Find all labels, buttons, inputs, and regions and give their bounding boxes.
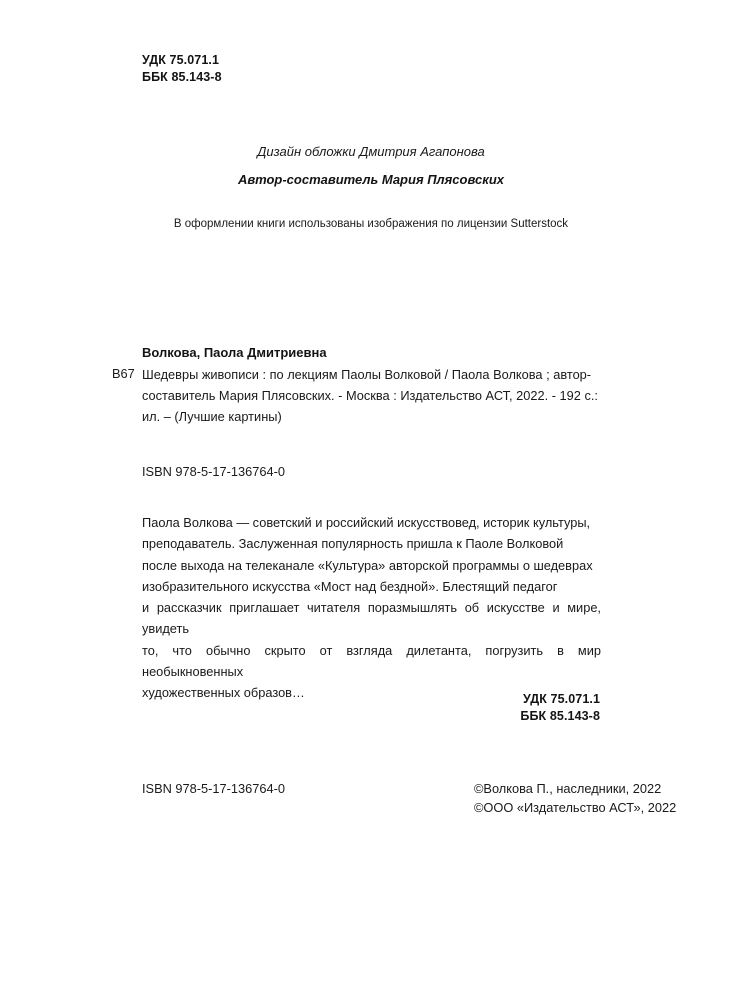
book-annotation [142, 512, 601, 704]
bibliographic-record [142, 342, 600, 427]
annotation-line: художественных образов… [142, 685, 305, 701]
udk-code-bottom: УДК 75.071.1 [522, 692, 600, 706]
udk-code-top: УДК 75.071.1 [142, 53, 220, 67]
annotation-line: преподаватель. Заслуженная популярность пришла к Паоле Волковой [142, 536, 564, 552]
classification-codes-bottom [300, 691, 600, 725]
copyright-author-line: ©Волкова П., наследники, 2022 [474, 781, 662, 796]
annotation-line: и рассказчик приглашает читателя поразмышлять об искусстве и мире, увидеть [142, 600, 601, 637]
biblio-description [142, 364, 600, 427]
isbn-middle: ISBN 978-5-17-136764-0 [142, 464, 285, 479]
bbk-code-top: ББК 85.143-8 [142, 70, 222, 84]
library-class-mark: В67 [112, 366, 135, 381]
annotation-line: после выхода на телеканале «Культура» авторской программы о шедеврах [142, 557, 593, 573]
classification-codes-top [142, 52, 222, 86]
annotation-line: Паола Волкова — советский и российский искусствовед, историк культуры, [142, 515, 591, 530]
isbn-footer: ISBN 978-5-17-136764-0 [142, 781, 285, 796]
copyright-publisher-line: ©ООО «Издательство АСТ», 2022 [474, 800, 677, 815]
biblio-description-line: ил. – (Лучшие картины) [142, 409, 282, 424]
credits-block [142, 138, 600, 194]
biblio-author-name: Волкова, Паола Дмитриевна [142, 345, 327, 360]
copyright-block [474, 779, 676, 817]
biblio-description-line: составитель Мария Плясовских. - Москва : Издательство АСТ, 2022. - 192 с.: [142, 388, 598, 403]
compiler-credit: Автор-составитель Мария Плясовских [238, 172, 504, 187]
biblio-description-line: Шедевры живописи : по лекциям Паолы Волковой / Паола Волкова ; автор- [142, 367, 592, 382]
cover-design-credit: Дизайн обложки Дмитрия Агапонова [257, 144, 485, 159]
annotation-line: изобразительного искусства «Мост над бездной». Блестящий педагог [142, 578, 558, 594]
annotation-line: то, что обычно скрыто от взгляда дилетанта, погрузить в мир необыкновенных [142, 642, 601, 680]
bbk-code-bottom: ББК 85.143-8 [520, 709, 600, 723]
image-license-note: В оформлении книги использованы изображения по лицензии Sutterstock [173, 218, 569, 230]
